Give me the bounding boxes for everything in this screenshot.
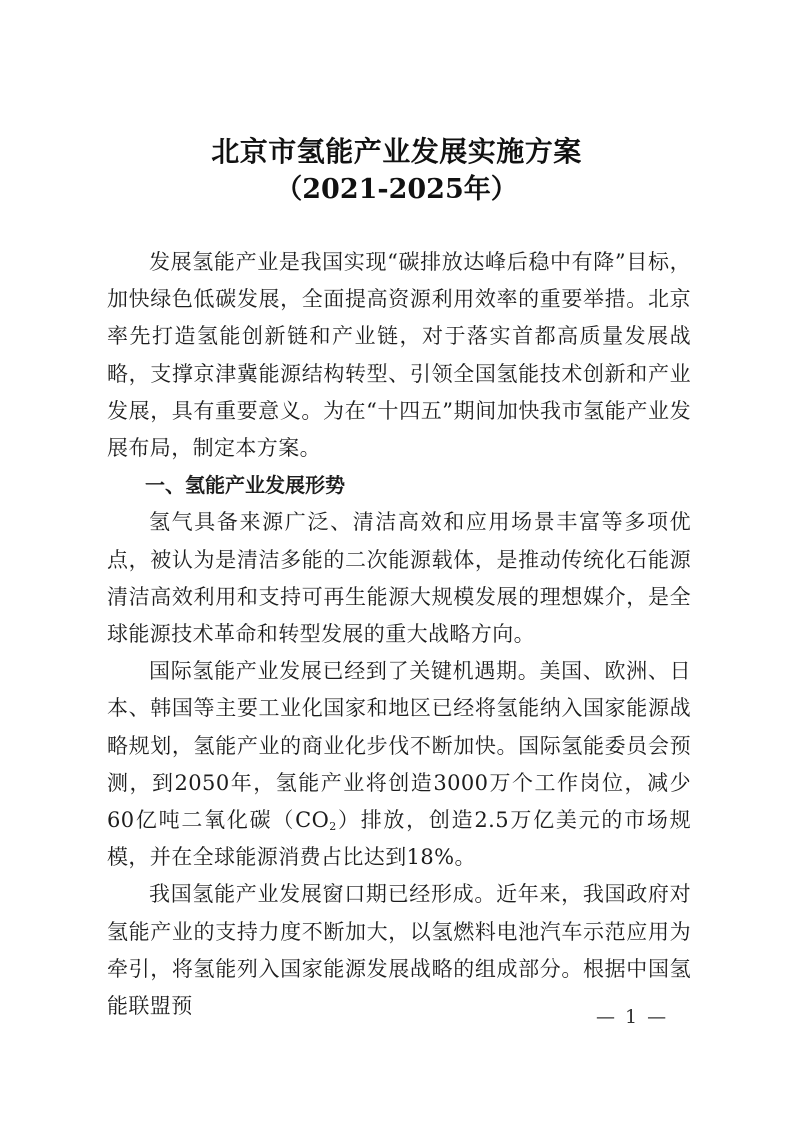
paragraph-text-part: 国际氢能产业发展已经到了关键机遇期。美国、欧洲、日本、韩国等主要工业化国家和地区已经将氢能纳入国家能源战略规划，氢能产业的商业化步伐不断加快。国际氢能委员会预测，到2050年，氢能产业将创造3000万个工作岗位，减少60亿吨二氧化碳（CO [107, 659, 691, 833]
document-body [107, 244, 691, 1025]
domestic-development-paragraph: 我国氢能产业发展窗口期已经形成。近年来，我国政府对氢能产业的支持力度不断加大，以氢燃料电池汽车示范应用为牵引，将氢能列入国家能源发展战略的组成部分。根据中国氢能联盟预 [107, 882, 691, 1019]
intro-paragraph: 发展氢能产业是我国实现“碳排放达峰后稳中有降”目标，加快绿色低碳发展，全面提高资源利用效率的重要举措。北京率先打造氢能创新链和产业链，对于落实首都高质量发展战略，支撑京津冀能源结构转型、引领全国氢能技术创新和产业发展，具有重要意义。为在“十四五”期间加快我市氢能产业发展布局，制定本方案。 [107, 250, 691, 461]
paragraph-text-part: ）排放，创造2.5万亿美元的市场规模，并在全球能源消费占比达到18%。 [107, 808, 691, 870]
hydrogen-advantages-paragraph: 氢气具备来源广泛、清洁高效和应用场景丰富等多项优点，被认为是清洁多能的二次能源载体，是推动传统化石能源清洁高效利用和支持可再生能源大规模发展的理想媒介，是全球能源技术革命和转型发展的重大战略方向。 [107, 510, 691, 647]
page-number: — 1 — [596, 1006, 669, 1028]
section-heading: 一、氢能产业发展形势 [145, 473, 345, 498]
document-subtitle: （2021-2025年） [275, 174, 518, 205]
document-title: 北京市氢能产业发展实施方案 [211, 135, 582, 168]
title-block [0, 132, 793, 208]
international-development-paragraph [107, 653, 691, 876]
subscript: 2 [329, 820, 337, 834]
